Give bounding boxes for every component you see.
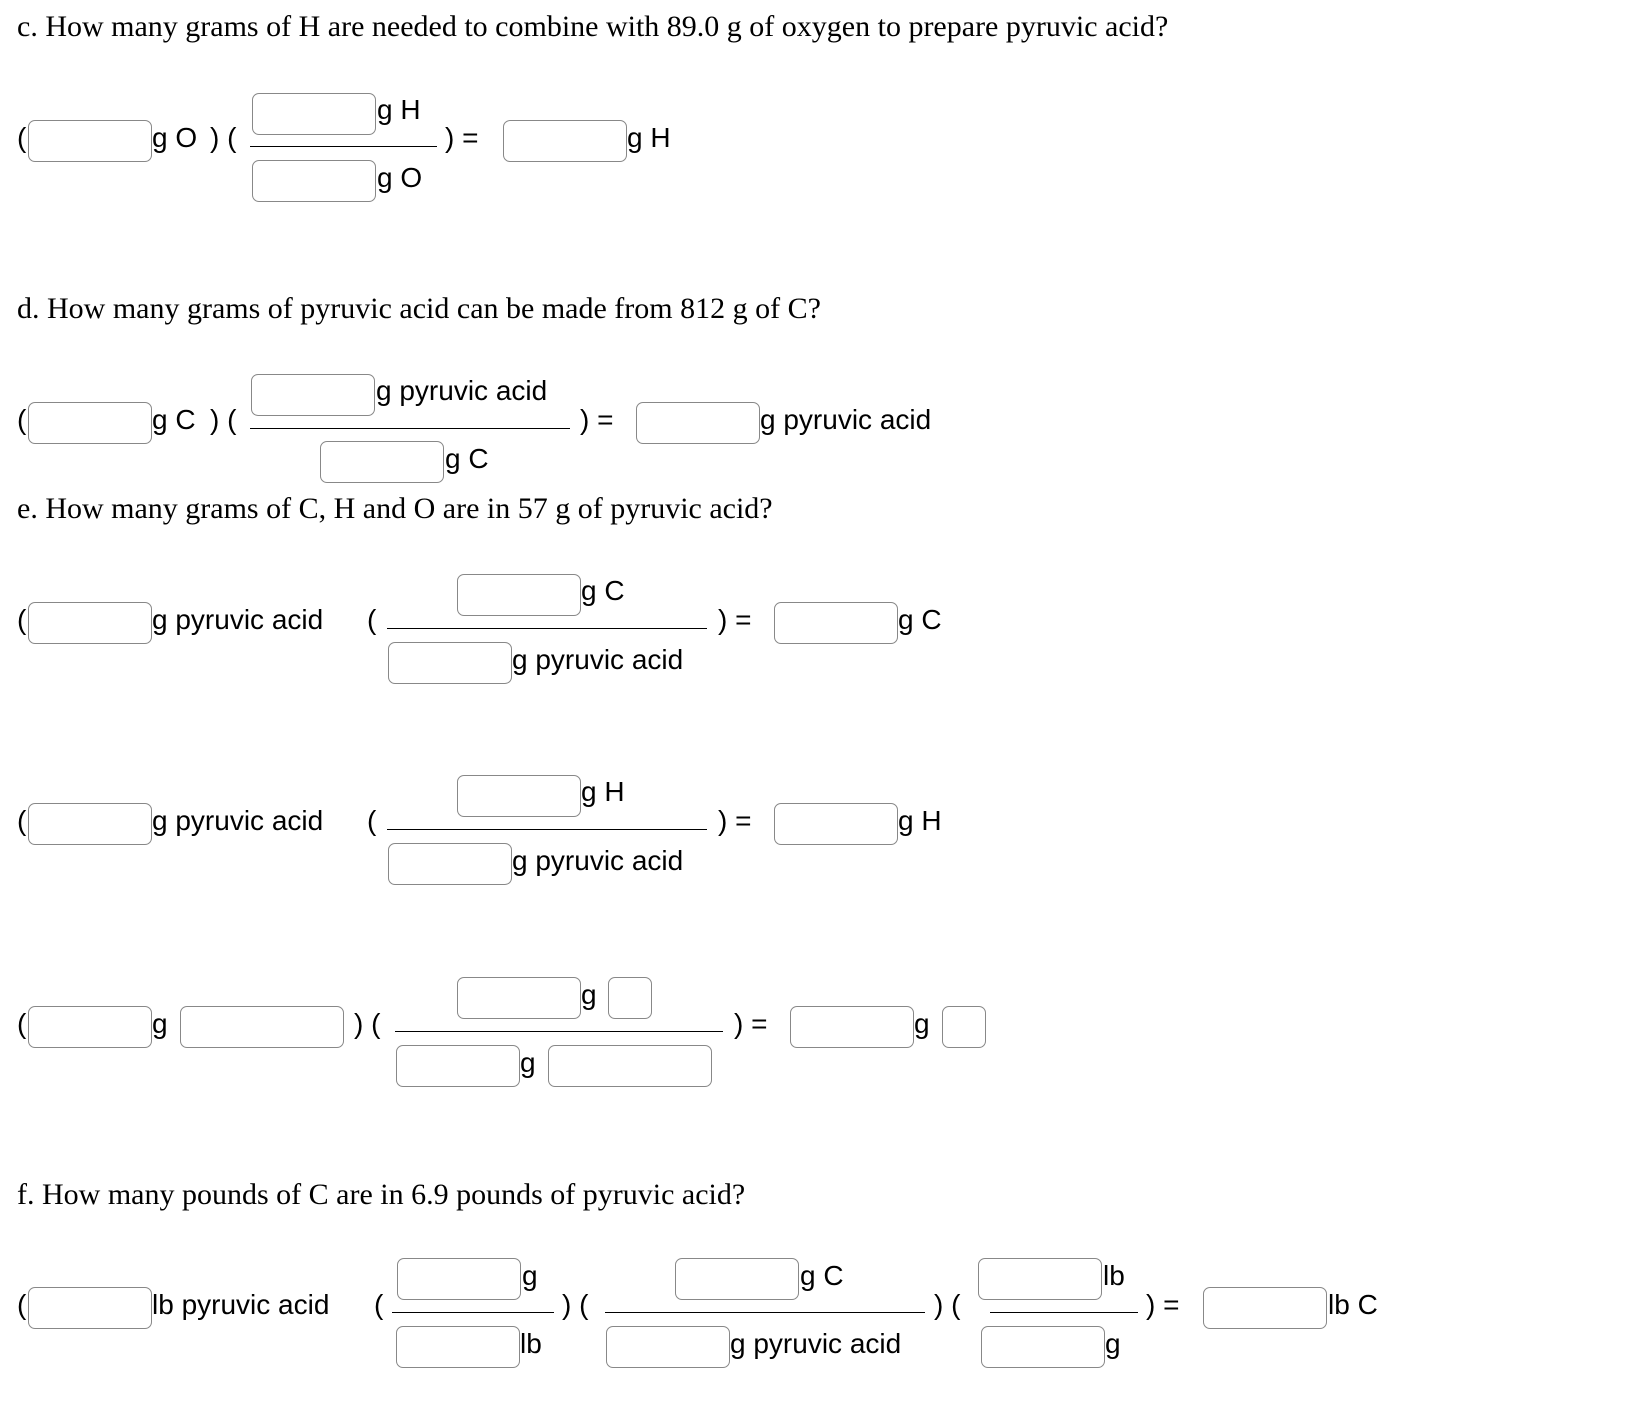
f-frac2-bar — [605, 1312, 925, 1313]
e-c-numerator-input[interactable] — [457, 574, 581, 616]
f-frac1-denominator-unit: lb — [520, 1328, 542, 1359]
f-close-open-2: ) ( — [934, 1289, 961, 1320]
d-denominator-input[interactable] — [320, 441, 444, 483]
c-given-unit: g O — [152, 122, 198, 153]
e-h-answer-input[interactable] — [774, 803, 898, 845]
f-answer-unit: lb C — [1328, 1289, 1378, 1320]
e-c-fraction-bar — [387, 628, 707, 629]
f-frac2-denominator-input[interactable] — [606, 1326, 730, 1368]
f-frac3-numerator-unit: lb — [1103, 1260, 1125, 1291]
f-answer-input[interactable] — [1203, 1287, 1327, 1329]
e-h-given-unit: g pyruvic acid — [152, 805, 324, 836]
f-frac1-numerator-input[interactable] — [397, 1258, 521, 1300]
f-frac1-denominator-input[interactable] — [396, 1326, 520, 1368]
e-o-fraction-bar — [395, 1031, 723, 1032]
question-e: e. How many grams of C, H and O are in 57 g of pyruvic acid? — [17, 492, 773, 525]
e-o-answer-unit: g — [914, 1008, 930, 1039]
d-numerator-unit: g pyruvic acid — [376, 375, 548, 406]
c-numerator-unit: g H — [377, 94, 421, 125]
question-d: d. How many grams of pyruvic acid can be made from 812 g of C? — [17, 292, 821, 325]
f-frac3-numerator-input[interactable] — [978, 1258, 1102, 1300]
e-h-denominator-unit: g pyruvic acid — [512, 845, 684, 876]
f-frac3-bar — [990, 1312, 1138, 1313]
e-o-close-open: ) ( — [354, 1008, 381, 1039]
e-c-denominator-unit: g pyruvic acid — [512, 644, 684, 675]
c-numerator-input[interactable] — [252, 93, 376, 135]
d-fraction-bar — [250, 428, 570, 429]
e-o-close-equals: ) = — [734, 1008, 768, 1039]
e-o-numerator-element-input[interactable] — [608, 977, 652, 1019]
e-o-given-unit: g — [152, 1008, 168, 1039]
e-c-close-equals: ) = — [718, 604, 752, 635]
c-close-open: ) ( — [210, 122, 237, 153]
e-c-open-paren: ( — [367, 604, 377, 635]
e-o-denominator-unit: g — [520, 1047, 536, 1078]
e-o-numerator-unit: g — [581, 979, 597, 1010]
question-f: f. How many pounds of C are in 6.9 pounds of pyruvic acid? — [17, 1178, 746, 1211]
f-frac2-numerator-unit: g C — [800, 1260, 844, 1291]
c-denominator-input[interactable] — [252, 160, 376, 202]
open-paren: ( — [17, 604, 27, 635]
f-frac2-numerator-input[interactable] — [675, 1258, 799, 1300]
c-answer-input[interactable] — [503, 120, 627, 162]
e-c-answer-input[interactable] — [774, 602, 898, 644]
d-close-open: ) ( — [210, 404, 237, 435]
d-numerator-input[interactable] — [251, 374, 375, 416]
e-o-given-input[interactable] — [28, 1006, 152, 1048]
e-h-fraction-bar — [387, 829, 707, 830]
question-c: c. How many grams of H are needed to combine with 89.0 g of oxygen to prepare pyruvic acid? — [17, 10, 1169, 43]
e-h-numerator-unit: g H — [581, 776, 625, 807]
e-o-numerator-input[interactable] — [457, 977, 581, 1019]
e-c-answer-unit: g C — [898, 604, 942, 635]
f-frac1-numerator-unit: g — [522, 1260, 538, 1291]
f-close-open-1: ) ( — [562, 1289, 589, 1320]
f-close-equals: ) = — [1146, 1289, 1180, 1320]
c-close-equals: ) = — [445, 122, 479, 153]
open-paren: ( — [17, 805, 27, 836]
e-h-denominator-input[interactable] — [388, 843, 512, 885]
e-o-denominator-substance-input[interactable] — [548, 1045, 712, 1087]
e-h-numerator-input[interactable] — [457, 775, 581, 817]
c-answer-unit: g H — [627, 122, 671, 153]
d-answer-input[interactable] — [636, 402, 760, 444]
f-frac1-bar — [392, 1312, 554, 1313]
d-denominator-unit: g C — [445, 443, 489, 474]
c-denominator-unit: g O — [377, 162, 423, 193]
e-c-numerator-unit: g C — [581, 575, 625, 606]
e-h-given-input[interactable] — [28, 803, 152, 845]
f-frac3-denominator-unit: g — [1105, 1328, 1121, 1359]
open-paren: ( — [17, 1008, 27, 1039]
f-frac3-denominator-input[interactable] — [981, 1326, 1105, 1368]
e-h-answer-unit: g H — [898, 805, 942, 836]
e-c-denominator-input[interactable] — [388, 642, 512, 684]
c-fraction-bar — [250, 146, 437, 147]
e-c-given-input[interactable] — [28, 602, 152, 644]
d-given-mass-input[interactable] — [28, 402, 152, 444]
f-given-unit: lb pyruvic acid — [152, 1289, 330, 1320]
open-paren: ( — [17, 122, 27, 153]
f-frac2-denominator-unit: g pyruvic acid — [730, 1328, 902, 1359]
e-c-given-unit: g pyruvic acid — [152, 604, 324, 635]
e-h-close-equals: ) = — [718, 805, 752, 836]
c-given-mass-input[interactable] — [28, 120, 152, 162]
d-given-unit: g C — [152, 404, 196, 435]
e-h-open-paren: ( — [367, 805, 377, 836]
open-paren: ( — [17, 1289, 27, 1320]
e-o-given-substance-input[interactable] — [180, 1006, 344, 1048]
e-o-answer-input[interactable] — [790, 1006, 914, 1048]
d-close-equals: ) = — [580, 404, 614, 435]
e-o-denominator-input[interactable] — [396, 1045, 520, 1087]
open-paren: ( — [17, 404, 27, 435]
f-open-paren-1: ( — [374, 1289, 384, 1320]
e-o-answer-element-input[interactable] — [942, 1006, 986, 1048]
d-answer-unit: g pyruvic acid — [760, 404, 932, 435]
f-given-input[interactable] — [28, 1287, 152, 1329]
